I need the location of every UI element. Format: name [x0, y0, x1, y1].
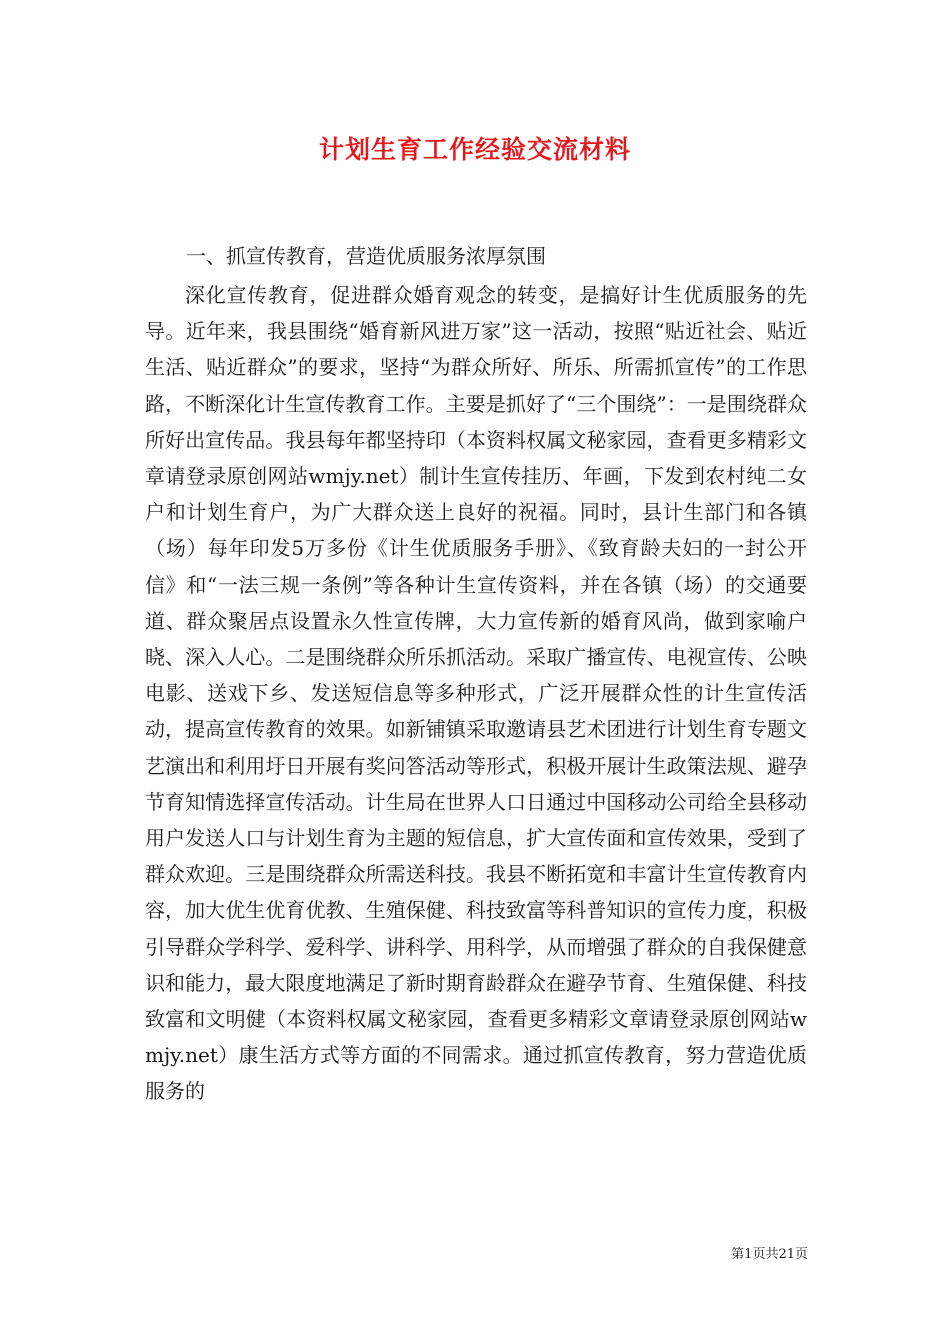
document-title: 计划生育工作经验交流材料: [318, 135, 631, 164]
section-heading: 一、抓宣传教育，营造优质服务浓厚氛围: [186, 244, 546, 268]
body-paragraph: 深化宣传教育，促进群众婚育观念的转变，是搞好计生优质服务的先导。近年来，我县围绕“婚育新风进万家”这一活动，按照“贴近社会、贴近生活、贴近群众”的要求，坚持“为群众所好、所乐、所需抓宣传”的工作思路，不断深化计生宣传教育工作。主要是抓好了“三个围绕”：一是围绕群众所好出宣传品。我县每年都坚持印（本资料权属文秘家园，查看更多精彩文章请登录原创网站wmjy.net）制计生宣传挂历、年画，下发到农村纯二女户和计划生育户，为广大群众送上良好的祝福。同时，县计生部门和各镇（场）每年印发5万多份《计生优质服务手册》、《致育龄夫妇的一封公开信》和“一法三规一条例”等各种计生宣传资料，并在各镇（场）的交通要道、群众聚居点设置永久性宣传牌，大力宣传新的婚育风尚，做到家喻户晓、深入人心。二是围绕群众所乐抓活动。采取广播宣传、电视宣传、公映电影、送戏下乡、发送短信息等多种形式，广泛开展群众性的计生宣传活动，提高宣传教育的效果。如新铺镇采取邀请县艺术团进行计划生育专题文艺演出和利用圩日开展有奖问答活动等形式，积极开展计生政策法规、避孕节育知情选择宣传活动。计生局在世界人口日通过中国移动公司给全县移动用户发送人口与计划生育为主题的短信息，扩大宣传面和宣传效果，受到了群众欢迎。三是围绕群众所需送科技。我县不断拓宽和丰富计生宣传教育内容，加大优生优育优教、生殖保健、科技致富等科普知识的宣传力度，积极引导群众学科学、爱科学、讲科学、用科学，从而增强了群众的自我保健意识和能力，最大限度地满足了新时期育龄群众在避孕节育、生殖保健、科技致富和文明健（本资料权属文秘家园，查看更多精彩文章请登录原创网站wmjy.net）康生活方式等方面的不同需求。通过抓宣传教育，努力营造优质服务的: [145, 283, 807, 1104]
page-number: 第1页共21页: [731, 1247, 808, 1262]
